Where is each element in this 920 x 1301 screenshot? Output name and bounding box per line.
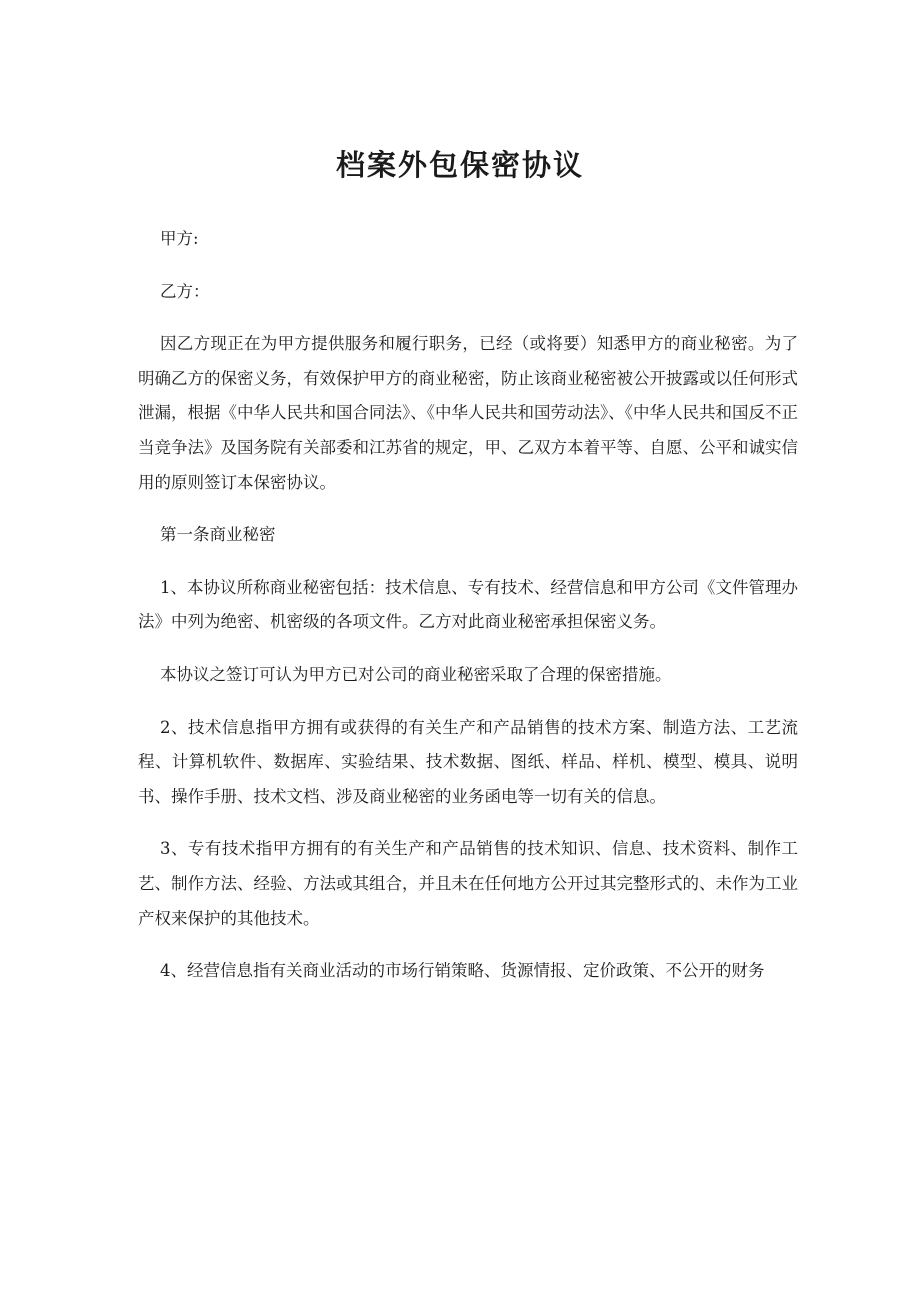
- document-title: 档案外包保密协议: [335, 148, 584, 182]
- intro-paragraph: 因乙方现正在为甲方提供服务和履行职务，已经（或将要）知悉甲方的商业秘密。为了明确乙方的保密义务，有效保护甲方的商业秘密，防止该商业秘密被公开披露或以任何形式泄漏，根据《中华人民共和国合同法》、《中华人民共和国劳动法》、《中华人民共和国反不正当竞争法》及国务院有关部委和江苏省的规定，甲、乙双方本着平等、自愿、公平和诚实信用的原则签订本保密协议。: [138, 334, 798, 492]
- clause-3: 3、专有技术指甲方拥有的有关生产和产品销售的技术知识、信息、技术资料、制作工艺、制作方法、经验、方法或其组合，并且未在任何地方公开过其完整形式的、未作为工业产权来保护的其他技术。: [138, 839, 798, 928]
- clause-1: 1、本协议所称商业秘密包括：技术信息、专有技术、经营信息和甲方公司《文件管理办法》中列为绝密、机密级的各项文件。乙方对此商业秘密承担保密义务。: [138, 577, 798, 632]
- clause-4: 4、经营信息指有关商业活动的市场行销策略、货源情报、定价政策、不公开的财务: [160, 961, 765, 981]
- document-body: [138, 222, 798, 1007]
- article-1-heading: 第一条商业秘密: [160, 525, 276, 545]
- party-a-line: 甲方:: [160, 229, 199, 248]
- party-b-line: 乙方：: [160, 281, 210, 301]
- clause-2: 2、技术信息指甲方拥有或获得的有关生产和产品销售的技术方案、制造方法、工艺流程、计算机软件、数据库、实验结果、技术数据、图纸、样品、样机、模型、模具、说明书、操作手册、技术文档、涉及商业秘密的业务函电等一切有关的信息。: [138, 717, 798, 806]
- clause-1-note: 本协议之签订可认为甲方已对公司的商业秘密采取了合理的保密措施。: [160, 664, 672, 684]
